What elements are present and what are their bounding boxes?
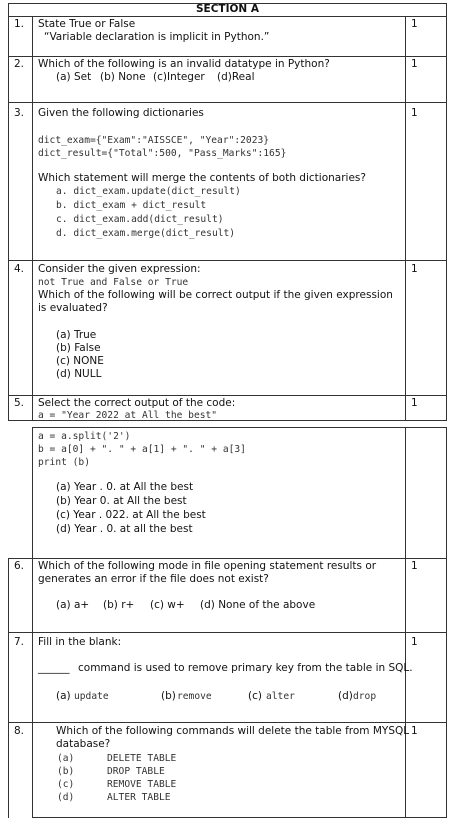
option-a: (a) Set <box>56 71 92 83</box>
code-line: print (b) <box>38 457 90 468</box>
code-line: not True and False or True <box>38 277 189 288</box>
option-b-label: (b) <box>161 690 176 702</box>
marks-value: 1 <box>411 636 418 648</box>
question-text: Which of the following is an invalid datatype in Python? <box>38 58 330 70</box>
question-number: 2. <box>14 58 25 70</box>
question-number: 6. <box>14 560 25 572</box>
question-text: command is used to remove primary key from the table in SQL. <box>78 662 413 674</box>
option-a: (a) Year . 0. at All the best <box>56 481 194 493</box>
question-text: Select the correct output of the code: <box>38 397 236 409</box>
fill-blank: ______ <box>38 662 70 674</box>
option-c-label: (c) <box>57 779 75 790</box>
option-d: (d) None of the above <box>200 599 316 611</box>
num-column-left-border <box>8 558 9 818</box>
code-line: b = a[0] + ". " + a[1] + ". " + a[3] <box>38 444 246 455</box>
marks-value: 1 <box>411 263 418 275</box>
row-divider <box>8 395 447 396</box>
option-d-value: ALTER TABLE <box>107 792 171 803</box>
option-d: (d) NULL <box>56 368 102 380</box>
code-line: dict_result={"Total":500, "Pass_Marks":165} <box>38 148 287 159</box>
option-d: (d)Real <box>217 71 255 83</box>
option-c: (c) NONE <box>56 355 104 367</box>
option-c: (c)Integer <box>153 71 205 83</box>
marks-value: 1 <box>411 397 418 409</box>
question-text: database? <box>56 738 111 750</box>
row-divider <box>8 102 447 103</box>
option-a-label: (a) <box>56 690 71 702</box>
question-text: “Variable declaration is implicit in Python.” <box>44 31 270 43</box>
question-number: 1. <box>14 18 25 30</box>
question-number: 4. <box>14 263 25 275</box>
option-c-value: REMOVE TABLE <box>107 779 177 790</box>
option-a-label: (a) <box>57 753 75 764</box>
row-divider <box>8 558 447 559</box>
code-line: a = a.split('2') <box>38 431 131 442</box>
option-c: (c) w+ <box>150 599 185 611</box>
question-text: Which of the following will be correct output if the given expression is evaluated? <box>38 289 393 314</box>
option-d: (d) Year . 0. at all the best <box>56 523 193 535</box>
row-divider <box>8 722 447 723</box>
option-a-value: DELETE TABLE <box>107 753 177 764</box>
option-a: a. dict_exam.update(dict_result) <box>56 186 241 197</box>
question-text: Which statement will merge the contents of both dictionaries? <box>38 172 366 184</box>
question-text: Which of the following commands will delete the table from MYSQL <box>56 725 410 737</box>
option-b: (b) r+ <box>103 599 135 611</box>
question-text: Which of the following mode in file opening statement results or <box>38 560 377 572</box>
question-text: State True or False <box>38 18 136 30</box>
num-column-divider <box>32 16 33 421</box>
code-line: dict_exam={"Exam":"AISSCE", "Year":2023} <box>38 135 270 146</box>
marks-column-divider <box>405 16 406 421</box>
option-d-label: (d) <box>57 792 75 803</box>
option-b-label: (b) <box>57 766 75 777</box>
option-b: (b) None <box>100 71 146 83</box>
option-a-value: update <box>74 691 109 702</box>
question-number: 8. <box>14 725 25 737</box>
question-text: generates an error if the file does not exist? <box>38 573 269 585</box>
question-number: 7. <box>14 636 25 648</box>
row-divider <box>8 260 447 261</box>
question-text: Consider the given expression: <box>38 263 201 275</box>
option-b-value: remove <box>177 691 212 702</box>
option-b: b. dict_exam + dict_result <box>56 200 207 211</box>
marks-value: 1 <box>411 560 418 572</box>
option-a: (a) True <box>56 329 97 341</box>
option-b-value: DROP TABLE <box>107 766 165 777</box>
option-d-label: (d) <box>338 690 353 702</box>
question-text: Given the following dictionaries <box>38 107 204 119</box>
option-c: (c) Year . 022. at All the best <box>56 509 206 521</box>
row-divider <box>8 56 447 57</box>
question-number: 3. <box>14 107 25 119</box>
question-text: Fill in the blank: <box>38 636 122 648</box>
marks-column-divider <box>405 427 406 818</box>
marks-value: 1 <box>411 18 418 30</box>
option-d: d. dict_exam.merge(dict_result) <box>56 228 236 239</box>
row-divider <box>8 632 447 633</box>
marks-value: 1 <box>411 725 418 737</box>
option-c-label: (c) <box>248 690 262 702</box>
row-divider <box>8 16 447 17</box>
marks-value: 1 <box>411 107 418 119</box>
marks-value: 1 <box>411 58 418 70</box>
option-b: (b) False <box>56 342 101 354</box>
option-c: c. dict_exam.add(dict_result) <box>56 214 224 225</box>
question-number: 5. <box>14 397 25 409</box>
option-d-value: drop <box>353 691 377 702</box>
option-b: (b) Year 0. at All the best <box>56 495 187 507</box>
option-a: (a) a+ <box>56 599 90 611</box>
code-line: a = "Year 2022 at All the best" <box>38 410 218 421</box>
section-header: SECTION A <box>195 3 259 15</box>
option-c-value: alter <box>266 691 295 702</box>
